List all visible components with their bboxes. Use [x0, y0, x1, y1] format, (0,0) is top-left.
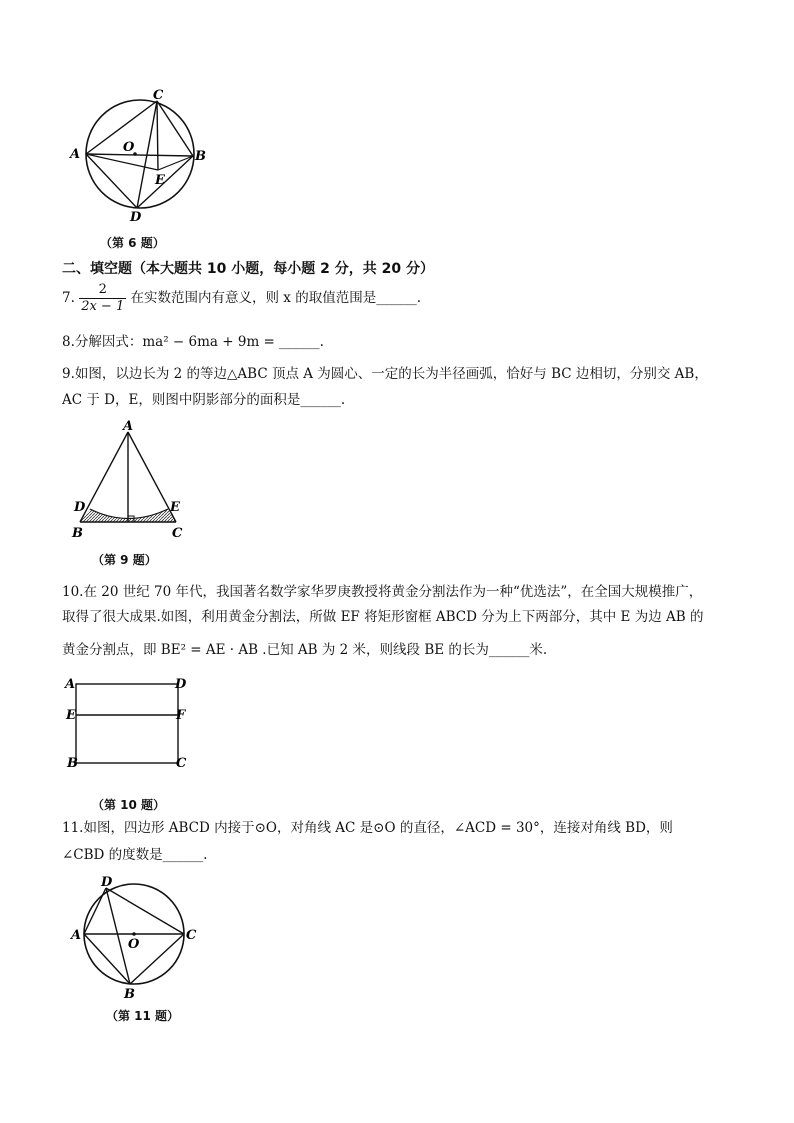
figure-6: [60, 88, 220, 228]
question-7: [62, 282, 421, 315]
fig6-caption: （第 6 题）: [100, 236, 165, 250]
fig6-label-b: B: [195, 149, 206, 164]
fig9-caption: （第 9 题）: [92, 553, 157, 567]
fig11-label-o: O: [128, 937, 140, 952]
fig6-label-c: C: [153, 88, 164, 103]
fig9-label-e: E: [170, 500, 180, 515]
fig10-label-b: B: [67, 756, 78, 771]
fig6-label-o: O: [123, 140, 135, 155]
q7-fraction: [79, 282, 126, 315]
fig9-label-b: B: [72, 526, 83, 541]
figure-9: [68, 420, 198, 545]
fig6-label-d: D: [130, 210, 142, 225]
fig6-label-a: A: [70, 147, 81, 162]
fig9-label-d: D: [74, 500, 86, 515]
q7-text: 在实数范围内有意义，则 x 的取值范围是______.: [130, 290, 422, 306]
fig10-label-a: A: [65, 677, 76, 692]
question-10-line-1: 10.在 20 世纪 70 年代，我国著名数学家华罗庚教授将黄金分割法作为一种“优选法”，在全国大规模推广，: [62, 584, 703, 600]
question-8: 8.分解因式：ma² − 6ma + 9m = ______.: [62, 334, 324, 350]
fig11-label-b: B: [124, 987, 135, 1002]
fig9-label-c: C: [172, 526, 183, 541]
question-10-line-3: 黄金分割点，即 BE² = AE · AB .已知 AB 为 2 米，则线段 BE 的长为______米.: [62, 642, 548, 658]
question-10-line-2: 取得了很大成果.如图，利用黄金分割法，所做 EF 将矩形窗框 ABCD 分为上下两部分，其中 E 为边 AB 的: [62, 609, 704, 625]
figure-10: [62, 674, 197, 774]
q7-fraction-numerator: 2: [79, 282, 126, 299]
question-9-line-2: AC 于 D，E，则图中阴影部分的面积是______.: [62, 392, 346, 408]
fig10-caption: （第 10 题）: [92, 798, 166, 812]
question-11-line-2: ∠CBD 的度数是______.: [62, 847, 208, 863]
q7-fraction-denominator: 2x − 1: [81, 299, 125, 314]
fig11-caption: （第 11 题）: [106, 1009, 180, 1023]
question-11-line-1: 11.如图，四边形 ABCD 内接于⊙O，对角线 AC 是⊙O 的直径，∠ACD = 30°，连接对角线 BD，则: [62, 820, 673, 836]
fig11-label-a: A: [71, 928, 82, 943]
fig10-label-d: D: [175, 677, 187, 692]
fig10-label-e: E: [66, 708, 76, 723]
fig10-label-c: C: [176, 756, 187, 771]
fig6-label-e: E: [155, 173, 165, 188]
question-9-line-1: 9.如图，以边长为 2 的等边△ABC 顶点 A 为圆心、一定的长为半径画弧，恰好与 BC 边相切，分别交 AB，: [62, 366, 708, 382]
fig11-label-c: C: [186, 928, 197, 943]
fig10-label-f: F: [176, 708, 186, 723]
section-title: 二、填空题（本大题共 10 小题，每小题 2 分，共 20 分）: [62, 261, 434, 277]
q7-number: 7.: [62, 290, 75, 306]
fig9-label-a: A: [123, 420, 134, 434]
fig11-label-d: D: [101, 875, 113, 890]
figure-11: [62, 872, 207, 1004]
